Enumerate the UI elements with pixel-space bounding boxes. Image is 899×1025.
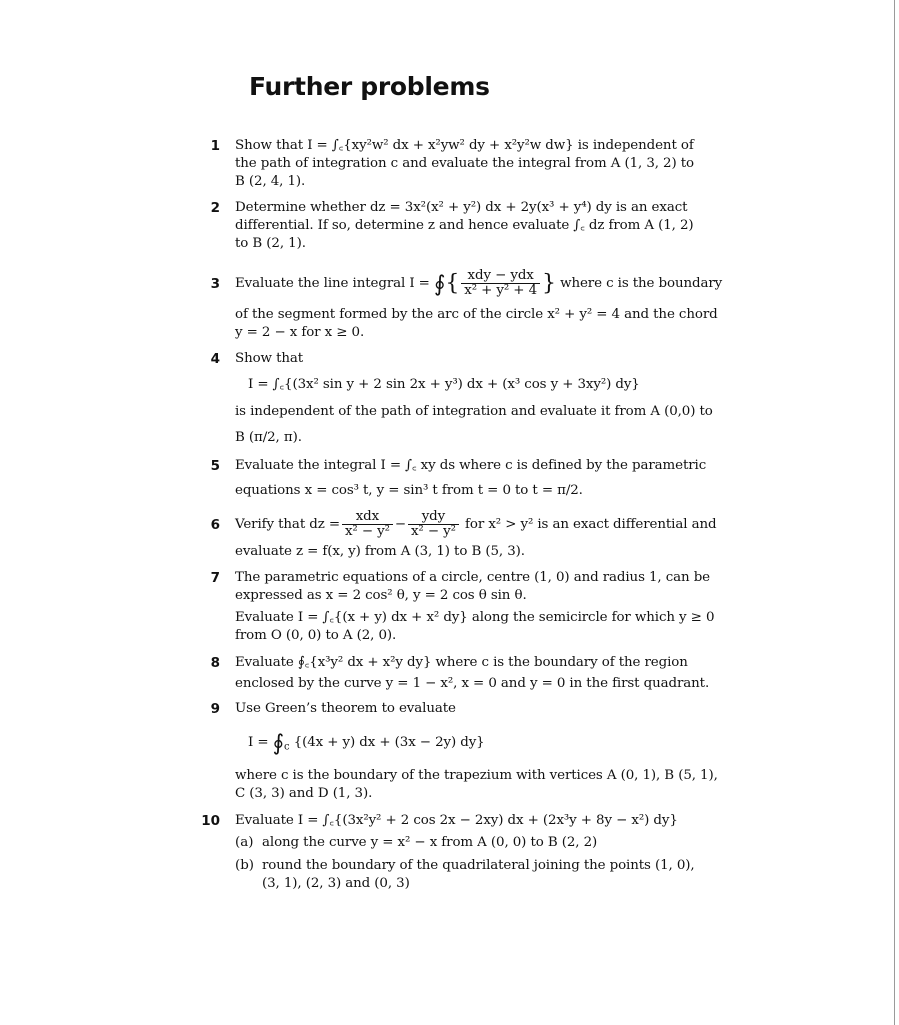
right-brace-icon: } — [542, 271, 556, 296]
part-a-line: along the curve y = x² − x from A (0, 0) to B (2, 2) — [262, 835, 598, 850]
problem-number-5: 5 — [210, 458, 220, 474]
problem-6-prefix: Verify that dz = — [235, 517, 340, 532]
problem-5-line: equations x = cos³ t, y = sin³ t from t = 0 to t = π/2. — [235, 483, 583, 498]
part-b-line: round the boundary of the quadrilateral joining the points (1, 0), — [262, 858, 695, 873]
problem-5-line: Evaluate the integral I = ∫꜀ xy ds where c is defined by the parametric — [235, 458, 707, 473]
problem-7-line: from O (0, 0) to A (2, 0). — [235, 628, 397, 643]
problem-7-line: The parametric equations of a circle, centre (1, 0) and radius 1, can be — [235, 570, 711, 585]
minus-sign-icon: − — [394, 517, 406, 532]
problem-9-intro: Use Green’s theorem to evaluate — [235, 701, 456, 716]
part-b-line: (3, 1), (2, 3) and (0, 3) — [262, 876, 410, 891]
problem-4-intro: Show that — [235, 351, 304, 366]
problem-9-formula-line — [248, 728, 718, 762]
fraction-numerator: ydy — [408, 510, 459, 525]
problem-7-line: expressed as x = 2 cos² θ, y = 2 cos θ sin θ. — [235, 588, 527, 603]
integral-subscript: c — [284, 741, 290, 753]
problem-6-line: evaluate z = f(x, y) from A (3, 1) to B (5, 3). — [235, 544, 525, 559]
problem-number-2: 2 — [210, 200, 220, 216]
fraction-denominator: x² − y² — [344, 524, 390, 539]
contour-integral-icon: ∮ — [433, 272, 446, 297]
problem-number-10: 10 — [201, 813, 220, 829]
problem-3-line: y = 2 − x for x ≥ 0. — [235, 325, 365, 340]
contour-integral-icon: ∮ — [272, 731, 285, 756]
section-title: Further problems — [249, 72, 490, 101]
problem-number-4: 4 — [210, 351, 220, 367]
problem-6-suffix: for x² > y² is an exact differential and — [465, 517, 717, 532]
problem-10-line: Evaluate I = ∫꜀{(3x²y² + 2 cos 2x − 2xy) dx + (2x³y + 8y − x²) dy} — [235, 813, 678, 828]
problem-2-line: differential. If so, determine z and hence evaluate ∫꜀ dz from A (1, 2) — [235, 218, 694, 233]
problem-number-6: 6 — [210, 517, 220, 533]
problem-9-line: where c is the boundary of the trapezium with vertices A (0, 1), B (5, 1), — [235, 768, 718, 783]
problem-8-line: Evaluate ∮꜀{x³y² dx + x²y dy} where c is the boundary of the region — [235, 655, 688, 670]
fraction — [408, 510, 459, 539]
fraction-numerator: xdy − ydx — [461, 269, 540, 284]
problem-9-formula-prefix: I = — [248, 735, 269, 750]
problem-3-prefix: Evaluate the line integral I = — [235, 276, 430, 291]
problem-4-line: B (π/2, π). — [235, 430, 302, 445]
problem-3-suffix: where c is the boundary — [560, 276, 723, 291]
part-label-a: (a) — [235, 835, 254, 850]
problem-4-line: is independent of the path of integration and evaluate it from A (0,0) to — [235, 404, 713, 419]
fraction-numerator: xdx — [342, 510, 393, 525]
problem-9-formula: {(4x + y) dx + (3x − 2y) dy} — [293, 735, 485, 750]
problem-1-line: Show that I = ∫꜀{xy²w² dx + x²yw² dy + x²y²w dw} is independent of — [235, 138, 694, 153]
page-edge-rule — [894, 0, 895, 1025]
left-brace-icon: { — [445, 271, 460, 296]
problem-number-8: 8 — [210, 655, 220, 671]
problem-3-line: of the segment formed by the arc of the circle x² + y² = 4 and the chord — [235, 307, 718, 322]
fraction-denominator: x² − y² — [410, 524, 456, 539]
part-label-b: (b) — [235, 858, 255, 873]
problem-7-line: Evaluate I = ∫꜀{(x + y) dx + x² dy} along the semicircle for which y ≥ 0 — [235, 610, 715, 625]
problem-6-line — [235, 505, 717, 545]
problem-number-9: 9 — [210, 701, 220, 717]
problem-number-3: 3 — [210, 276, 220, 292]
problem-2-line: Determine whether dz = 3x²(x² + y²) dx + 2y(x³ + y⁴) dy is an exact — [235, 200, 688, 215]
fraction — [342, 510, 393, 539]
problem-4-formula: I = ∫꜀{(3x² sin y + 2 sin 2x + y³) dx + (x³ cos y + 3xy²) dy} — [248, 377, 640, 392]
fraction-denominator: x² + y² + 4 — [464, 283, 538, 298]
problem-3-line — [235, 262, 723, 306]
problem-2-line: to B (2, 1). — [235, 236, 306, 251]
problem-9-line: C (3, 3) and D (1, 3). — [235, 786, 373, 801]
problem-1-line: B (2, 4, 1). — [235, 174, 306, 189]
problem-1-line: the path of integration c and evaluate the integral from A (1, 3, 2) to — [235, 156, 694, 171]
fraction — [461, 269, 540, 298]
problem-number-1: 1 — [210, 138, 220, 154]
problem-8-line: enclosed by the curve y = 1 − x², x = 0 and y = 0 in the first quadrant. — [235, 676, 710, 691]
problem-number-7: 7 — [210, 570, 220, 586]
